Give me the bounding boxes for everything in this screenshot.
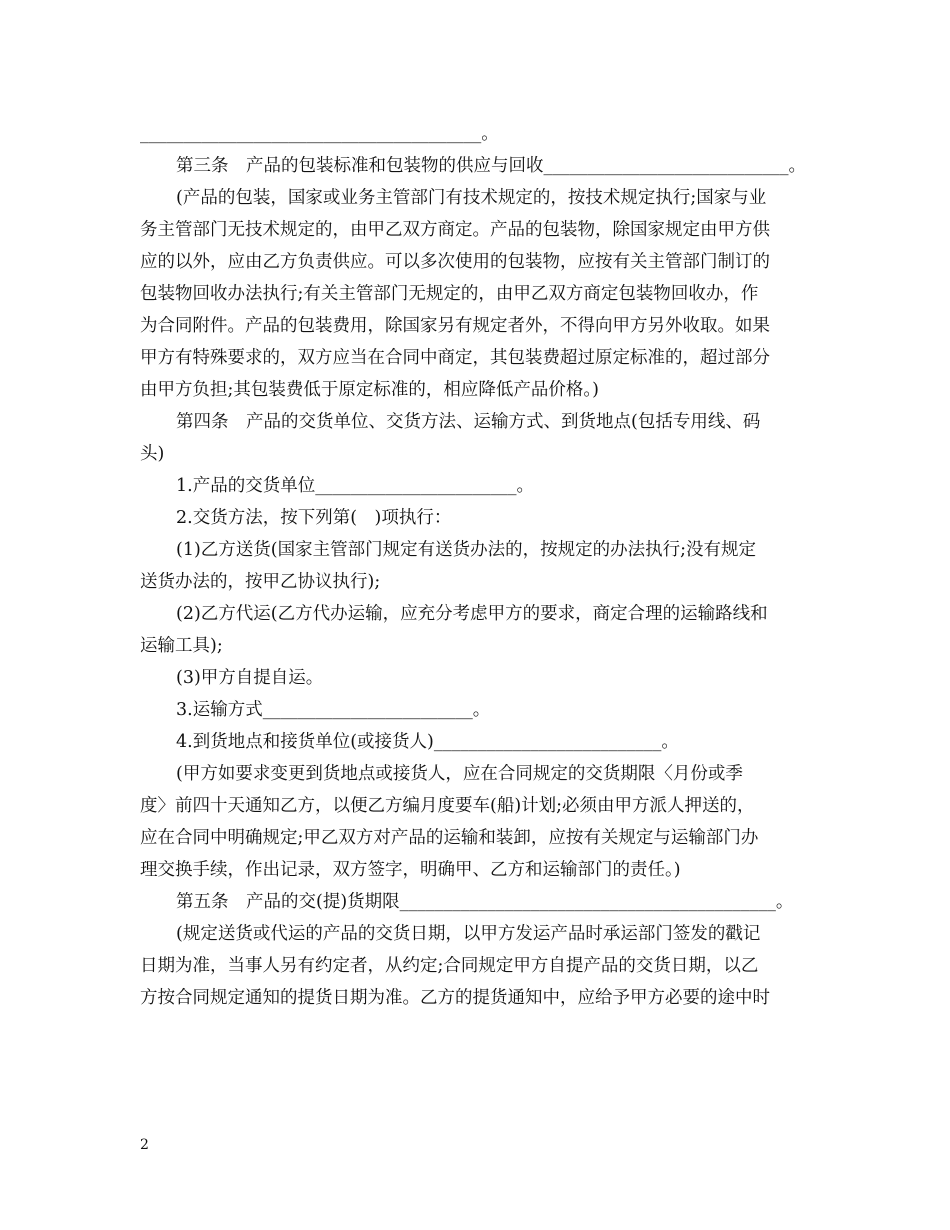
text-line: 度〉前四十天通知乙方，以便乙方编月度要车(船)计划;必须由甲方派人押送的， bbox=[140, 796, 755, 816]
text-line: (甲方如要求变更到货地点或接货人，应在合同规定的交货期限〈月份或季 bbox=[176, 764, 743, 784]
text-line: 第四条 产品的交货单位、交货方法、运输方式、到货地点(包括专用线、码 bbox=[176, 412, 761, 432]
text-line: (规定送货或代运的产品的交货日期，以甲方发运产品时承运部门签发的戳记 bbox=[176, 924, 761, 944]
text-line: 日期为准，当事人另有约定者，从约定;合同规定甲方自提产品的交货日期，以乙 bbox=[140, 956, 759, 976]
text-line: 甲方有特殊要求的，双方应当在合同中商定，其包装费超过原定标准的，超过部分 bbox=[140, 348, 770, 368]
document-body bbox=[140, 118, 812, 1014]
text-line: 应在合同中明确规定;甲乙双方对产品的运输和装卸，应按有关规定与运输部门办 bbox=[140, 828, 759, 848]
text-line: 第三条 产品的包装标准和包装物的供应与回收____________________________。 bbox=[176, 156, 806, 176]
text-line: 头) bbox=[140, 444, 165, 464]
text-line: 方按合同规定通知的提货日期为准。乙方的提货通知中，应给予甲方必要的途中时 bbox=[140, 988, 770, 1008]
text-line: (产品的包装，国家或业务主管部门有技术规定的，按技术规定执行;国家与业 bbox=[176, 188, 767, 208]
text-line: 包装物回收办法执行;有关主管部门无规定的，由甲乙双方商定包装物回收办，作 bbox=[140, 284, 759, 304]
page-number: 2 bbox=[140, 1137, 149, 1153]
text-line: 2.交货方法，按下列第( )项执行： bbox=[176, 508, 452, 528]
text-line: (1)乙方送货(国家主管部门规定有送货办法的，按规定的办法执行;没有规定 bbox=[176, 540, 757, 560]
text-line: 4.到货地点和接货单位(或接货人)__________________________。 bbox=[176, 732, 679, 752]
text-line: 理交换手续，作出记录，双方签字，明确甲、乙方和运输部门的责任。) bbox=[140, 860, 681, 880]
text-line: 应的以外，应由乙方负责供应。可以多次使用的包装物，应按有关主管部门制订的 bbox=[140, 252, 770, 272]
text-line: 运输工具); bbox=[140, 636, 223, 656]
text-line: (3)甲方自提自运。 bbox=[176, 668, 324, 688]
text-line: (2)乙方代运(乙方代办运输，应充分考虑甲方的要求，商定合理的运输路线和 bbox=[176, 604, 768, 624]
text-line: 务主管部门无技术规定的，由甲乙双方商定。产品的包装物，除国家规定由甲方供 bbox=[140, 220, 770, 240]
text-line: 由甲方负担;其包装费低于原定标准的，相应降低产品价格。) bbox=[140, 380, 599, 400]
text-line: 送货办法的，按甲乙协议执行); bbox=[140, 572, 381, 592]
text-line: 1.产品的交货单位_______________________。 bbox=[176, 476, 534, 496]
text-line: 3.运输方式________________________。 bbox=[176, 700, 491, 720]
text-line: _______________________________________。 bbox=[140, 124, 499, 144]
text-line: 为合同附件。产品的包装费用，除国家另有规定者外，不得向甲方另外收取。如果 bbox=[140, 316, 770, 336]
text-line: 第五条 产品的交(提)货期限___________________________________________。 bbox=[176, 892, 794, 912]
